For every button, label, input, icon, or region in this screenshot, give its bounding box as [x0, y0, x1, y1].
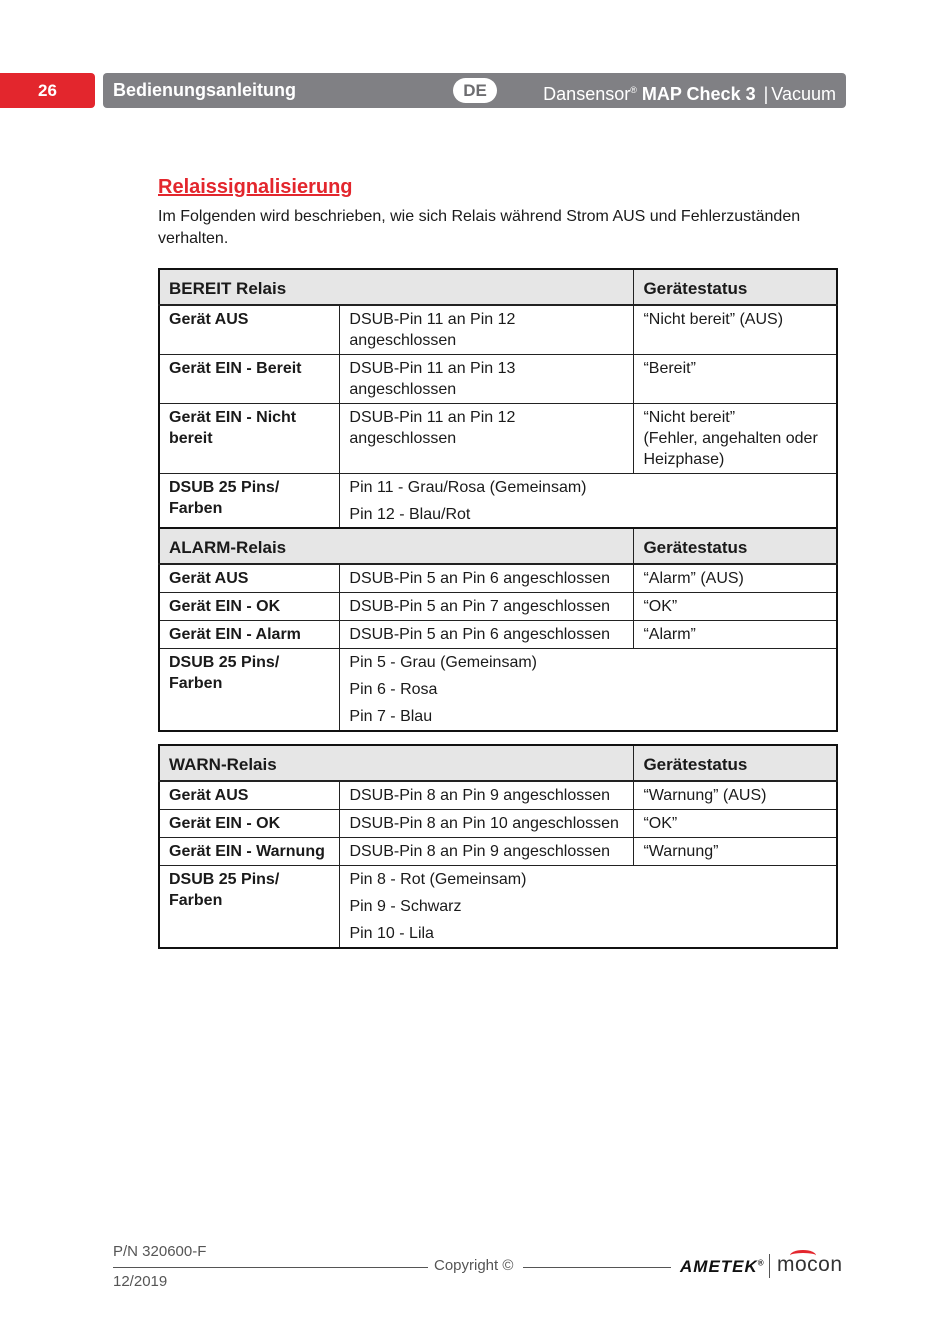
row-status: “OK” — [634, 593, 837, 621]
alarm-relay-table — [158, 527, 838, 732]
intro-text: Im Folgenden wird beschrieben, wie sich Relais während Strom AUS und Fehlerzuständen verhalten. — [158, 208, 801, 247]
ready-relay-table — [158, 268, 838, 557]
pin-color-item: Pin 7 - Blau — [349, 708, 433, 725]
row-status-detail: (Fehler, angehalten oder Heizphase) — [643, 430, 818, 468]
pin-color-item: Pin 8 - Rot (Gemeinsam) — [349, 871, 527, 888]
status-header: Gerätestatus — [634, 528, 837, 564]
row-connection: DSUB-Pin 8 an Pin 9 angeschlossen — [340, 781, 634, 810]
row-status: “Nicht bereit” (AUS) — [634, 305, 837, 355]
relay-header: BEREIT Relais — [159, 269, 634, 305]
row-status: “OK” — [634, 810, 837, 838]
revision-date: 12/2019 — [113, 1273, 168, 1290]
pins-label: DSUB 25 Pins/ Farben — [159, 866, 340, 949]
row-status: “Warnung” (AUS) — [634, 781, 837, 810]
row-label: Gerät AUS — [159, 305, 340, 355]
product-separator: | — [763, 84, 769, 104]
row-label: Gerät EIN - Nicht bereit — [159, 404, 340, 474]
row-label: Gerät AUS — [159, 564, 340, 593]
row-status: “Alarm” (AUS) — [634, 564, 837, 593]
relay-header: WARN-Relais — [159, 745, 634, 781]
table-row — [159, 355, 837, 404]
row-label: Gerät EIN - OK — [159, 593, 340, 621]
ametek-wordmark: AMETEK — [680, 1257, 758, 1276]
pins-label: DSUB 25 Pins/ Farben — [159, 474, 340, 557]
status-header: Gerätestatus — [634, 745, 837, 781]
header-bar — [103, 73, 846, 108]
pin-color-item: Pin 9 - Schwarz — [349, 898, 462, 915]
table-row — [159, 593, 837, 621]
row-status-cell — [634, 404, 837, 474]
row-label: Gerät AUS — [159, 781, 340, 810]
table-row — [159, 781, 837, 810]
warning-relay-table — [158, 744, 838, 949]
table-row — [159, 810, 837, 838]
document-title: Bedienungsanleitung — [113, 80, 297, 100]
pin-color-item: Pin 6 - Rosa — [349, 681, 438, 698]
language-badge: DE — [453, 78, 497, 103]
row-connection: DSUB-Pin 5 an Pin 7 angeschlossen — [340, 593, 634, 621]
row-status: “Warnung” — [634, 838, 837, 866]
part-number: P/N 320600-F — [113, 1243, 207, 1260]
table-row — [159, 838, 837, 866]
row-connection: DSUB-Pin 5 an Pin 6 angeschlossen — [340, 564, 634, 593]
row-status: “Nicht bereit” — [643, 409, 736, 426]
row-connection: DSUB-Pin 11 an Pin 13 angeschlossen — [340, 355, 634, 404]
row-status: “Alarm” — [634, 621, 837, 649]
row-connection: DSUB-Pin 8 an Pin 9 angeschlossen — [340, 838, 634, 866]
product-model: MAP Check 3 — [641, 84, 756, 104]
table-row — [159, 621, 837, 649]
relay-header: ALARM-Relais — [159, 528, 634, 564]
row-label: Gerät EIN - Alarm — [159, 621, 340, 649]
product-brand: Dansensor — [543, 84, 631, 104]
pins-row — [159, 866, 837, 949]
footer-divider-left — [113, 1267, 428, 1268]
logo-divider — [769, 1254, 770, 1278]
table-row — [159, 305, 837, 355]
product-variant: Vacuum — [771, 84, 836, 104]
pins-list — [340, 649, 837, 732]
row-connection: DSUB-Pin 11 an Pin 12 angeschlossen — [340, 404, 634, 474]
pin-color-item: Pin 11 - Grau/Rosa (Gemeinsam) — [349, 479, 587, 496]
ametek-reg-mark: ® — [757, 1258, 765, 1268]
pin-color-item: Pin 10 - Lila — [349, 925, 434, 942]
pin-color-item: Pin 12 - Blau/Rot — [349, 506, 471, 523]
table-header-row — [159, 269, 837, 305]
pin-color-item: Pin 5 - Grau (Gemeinsam) — [349, 654, 537, 671]
section-title: Relaissignalisierung — [158, 176, 353, 198]
status-header: Gerätestatus — [634, 269, 837, 305]
page-number: 26 — [0, 73, 95, 108]
ametek-logo — [680, 1257, 765, 1277]
row-connection: DSUB-Pin 8 an Pin 10 angeschlossen — [340, 810, 634, 838]
row-status: “Bereit” — [634, 355, 837, 404]
row-label: Gerät EIN - Warnung — [159, 838, 340, 866]
product-reg-mark: ® — [630, 85, 637, 95]
row-connection: DSUB-Pin 5 an Pin 6 angeschlossen — [340, 621, 634, 649]
pins-list — [340, 866, 837, 949]
row-connection: DSUB-Pin 11 an Pin 12 angeschlossen — [340, 305, 634, 355]
row-label: Gerät EIN - Bereit — [159, 355, 340, 404]
table-row — [159, 564, 837, 593]
table-row — [159, 404, 837, 474]
pins-row — [159, 649, 837, 732]
product-name — [543, 73, 836, 108]
table-header-row — [159, 745, 837, 781]
table-header-row — [159, 528, 837, 564]
footer-divider-right — [523, 1267, 671, 1268]
copyright: Copyright © — [434, 1257, 514, 1274]
row-label: Gerät EIN - OK — [159, 810, 340, 838]
pins-label: DSUB 25 Pins/ Farben — [159, 649, 340, 732]
mocon-logo: mocon — [777, 1253, 843, 1276]
